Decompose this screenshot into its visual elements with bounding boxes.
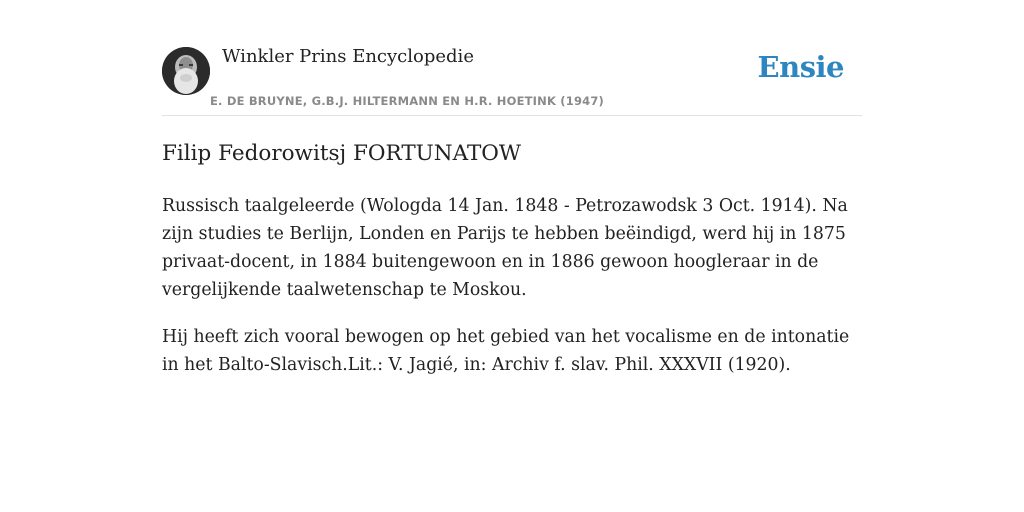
authors-credit: E. DE BRUYNE, G.B.J. HILTERMANN EN H.R. HOETINK (1947) — [210, 94, 605, 108]
article-paragraph: Russisch taalgeleerde (Wologda 14 Jan. 1848 - Petrozawodsk 3 Oct. 1914). Na zijn studies te Berlijn, Londen en Parijs te hebben beëindigd, werd hij in 1875 privaat-docent, in 1884 buitengewoon en in 1886 gewoon hoogleraar in de vergelijkende taalwetenschap te Moskou. — [162, 196, 848, 300]
page-container — [162, 0, 862, 375]
ensie-logo-link[interactable]: Ensie — [757, 50, 844, 84]
bearded-portrait-icon — [162, 47, 210, 95]
avatar[interactable] — [162, 47, 210, 95]
article-paragraph: Hij heeft zich vooral bewogen op het gebied van het vocalisme en de intonatie in het Balto-Slavisch.Lit.: V. Jagié, in: Archiv f. slav. Phil. XXXVII (1920). — [162, 327, 850, 375]
site-header — [162, 0, 862, 116]
article-title: Filip Fedorowitsj FORTUNATOW — [162, 141, 522, 166]
article-body — [162, 192, 862, 398]
site-title-link[interactable]: Winkler Prins Encyclopedie — [222, 46, 474, 67]
